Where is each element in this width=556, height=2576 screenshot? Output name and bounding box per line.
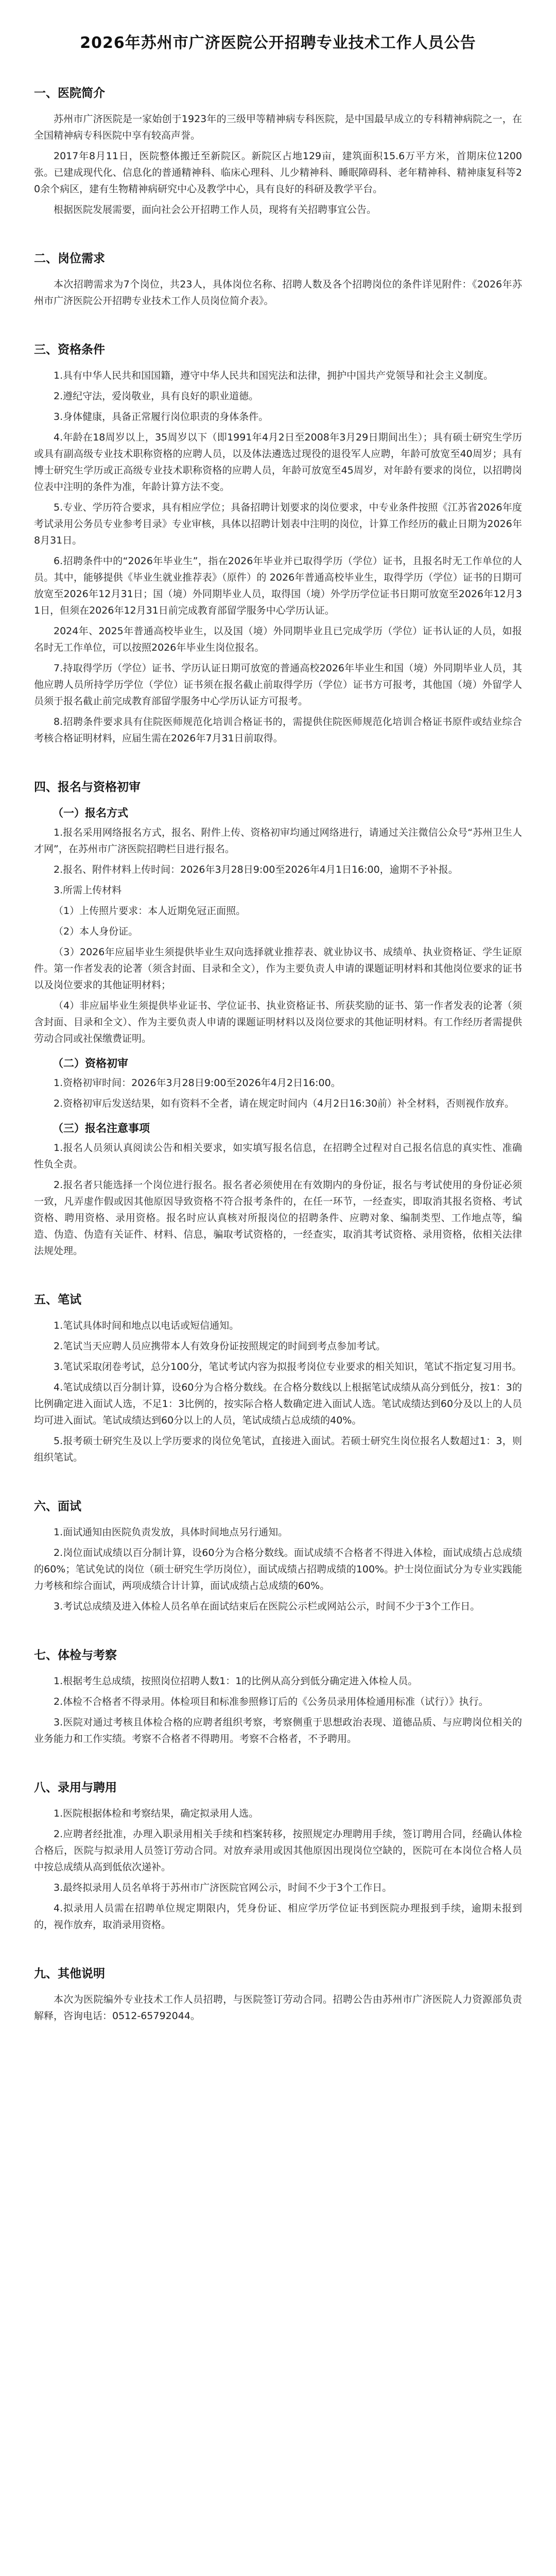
paragraph: 1.报名采用网络报名方式，报名、附件上传、资格初审均通过网络进行，请通过关注微信公众号“苏州卫生人才网”，在苏州市广济医院招聘栏目进行报名。 <box>34 827 522 855</box>
section-heading: 六、面试 <box>34 1500 81 1513</box>
paragraph: 1.报名人员须认真阅读公告和相关要求，如实填写报名信息，在招聘全过程对自己报名信息的真实性、准确性负全责。 <box>34 1142 522 1170</box>
subsection-heading: （三）报名注意事项 <box>53 1122 150 1134</box>
paragraph: （4）非应届毕业生须提供毕业证书、学位证书、执业资格证书、所获奖励的证书、第一作者发表的论著（须含封面、目录和全文）、作为主要负责人申请的课题证明材料以及岗位要求的其他证明材料。有工作经历者需提供劳动合同或社保缴费证明。 <box>34 1000 522 1044</box>
section-heading: 一、医院简介 <box>34 87 105 100</box>
paragraph: 1.具有中华人民共和国国籍，遵守中华人民共和国宪法和法律，拥护中国共产党领导和社会主义制度。 <box>54 370 494 381</box>
paragraph: 5.报考硕士研究生及以上学历要求的岗位免笔试，直接进入面试。若硕士研究生岗位报名人数超过1：3，则组织笔试。 <box>34 1435 522 1463</box>
paragraph: 3.医院对通过考核且体检合格的应聘者组织考察，考察侧重于思想政治表现、道德品质、与应聘岗位相关的业务能力和工作实绩。考察不合格者不得聘用。考察不合格者，不予聘用。 <box>34 1717 522 1744</box>
section-heading: 五、笔试 <box>34 1293 81 1307</box>
paragraph: 2.岗位面试成绩以百分制计算，设60分为合格分数线。面试成绩不合格者不得进入体检，面试成绩占总成绩的60%；笔试免试的岗位（硕士研究生学历岗位），面试成绩占招聘成绩的100%。护士岗位面试分为专业实践能力考核和综合面试，两项成绩合计计算，面试成绩占总成绩的60%。 <box>34 1547 522 1591</box>
paragraph: 3.身体健康，具备正常履行岗位职责的身体条件。 <box>54 411 269 422</box>
paragraph: 根据医院发展需要，面向社会公开招聘工作人员，现将有关招聘事宜公告。 <box>54 204 377 215</box>
section-written-exam <box>34 1290 522 1466</box>
section-qualifications <box>34 340 522 747</box>
paragraph: （1）上传照片要求：本人近期免冠正面照。 <box>54 905 246 917</box>
paragraph: 3.考试总成绩及进入体检人员名单在面试结束后在医院公示栏或网站公示，时间不少于3个工作日。 <box>54 1601 480 1612</box>
paragraph: 2.遵纪守法，爱岗敬业，具有良好的职业道德。 <box>54 391 259 402</box>
section-heading: 四、报名与资格初审 <box>34 781 141 794</box>
section-heading: 九、其他说明 <box>34 1967 105 1980</box>
paragraph: 2.应聘者经批准，办理入职录用相关手续和档案转移，按照规定办理聘用手续，签订聘用合同，经确认体检合格后，医院与拟录用人员签订劳动合同。对放弃录用或因其他原因出现岗位空缺的，医院可在本岗位合格人员中按总成绩从高到低依次递补。 <box>34 1828 522 1873</box>
paragraph: 2024年、2025年普通高校毕业生，以及国（境）外同期毕业且已完成学历（学位）证书认证的人员，如报名时无工作单位，可以按照2026年毕业生岗位报名。 <box>34 625 522 653</box>
subsection-heading: （二）资格初审 <box>53 1057 128 1070</box>
paragraph: 7.持取得学历（学位）证书、学历认证日期可放宽的普通高校2026年毕业生和国（境）外同期毕业人员，其他应聘人员所持学历学位（学位）证书须在报名截止前取得学历（学位）证书方可报考，其他国（境）外留学人员须于报名截止前完成教育部留学服务中心学历认证方可报考。 <box>34 663 522 707</box>
paragraph: 1.面试通知由医院负责发放，具体时间地点另行通知。 <box>54 1527 288 1538</box>
section-heading: 二、岗位需求 <box>34 252 105 265</box>
section-positions <box>34 249 522 309</box>
paragraph: 6.招聘条件中的“2026年毕业生”，指在2026年毕业并已取得学历（学位）证书，且报名时无工作单位的人员。其中，能够提供《毕业生就业推荐表》（原件）的 2026年普通高校毕业生，取得学历（学位）证书的日期可放宽至2026年12月31日；国（境）外同期毕业人员，取得国（境）外学历学位证书日期可放宽至2026年12月31日，但须在2026年12月31日前完成教育部留学服务中心学历认证。 <box>34 555 522 616</box>
paragraph: 3.所需上传材料 <box>54 885 122 896</box>
page-title: 2026年苏州市广济医院公开招聘专业技术工作人员公告 <box>80 34 476 52</box>
paragraph: 2017年8月11日，医院整体搬迁至新院区。新院区占地129亩，建筑面积15.6万平方米，首期床位1200张。已建成现代化、信息化的普通精神科、临床心理科、儿少精神科、睡眠障碍科、老年精神科、精神康复科等20余个病区，建有生物精神病研究中心及教学中心，具有良好的科研及教学平台。 <box>34 150 522 195</box>
contact-paragraph: 本次为医院编外专业技术工作人员招聘，与医院签订劳动合同。招聘公告由苏州市广济医院人力资源部负责解释，咨询电话：0512-65792044。 <box>34 1994 522 2022</box>
paragraph: 3.最终拟录用人员名单将于苏州市广济医院官网公示，时间不少于3个工作日。 <box>54 1882 392 1893</box>
paragraph: 本次招聘需求为7个岗位，共23人，具体岗位名称、招聘人数及各个招聘岗位的条件详见附件：《2026年苏州市广济医院公开招聘专业技术工作人员岗位简介表》。 <box>34 279 522 307</box>
paragraph: 3.笔试采取闭卷考试，总分100分，笔试考试内容为拟报考岗位专业要求的相关知识，笔试不指定复习用书。 <box>54 1361 522 1372</box>
section-heading: 七、体检与考察 <box>34 1649 117 1662</box>
paragraph: 2.报名、附件材料上传时间：2026年3月28日9:00至2026年4月1日16:00，逾期不予补报。 <box>54 864 458 875</box>
section-hiring <box>34 1778 522 1933</box>
subsection-heading: （一）报名方式 <box>53 807 128 819</box>
paragraph: 2.体检不合格者不得录用。体检项目和标准参照修订后的《公务员录用体检通用标准（试行）》执行。 <box>54 1696 489 1707</box>
paragraph: 苏州市广济医院是一家始创于1923年的三级甲等精神病专科医院，是中国最早成立的专科精神病院之一，在全国精神病专科医院中享有较高声誉。 <box>34 113 522 141</box>
paragraph: 1.资格初审时间：2026年3月28日9:00至2026年4月2日16:00。 <box>54 1077 341 1089</box>
paragraph: 5.专业、学历符合要求，具有相应学位；具备招聘计划要求的岗位要求，中专业条件按照《江苏省2026年度考试录用公务员专业参考目录》专业审核，具体以招聘计划表中注明的岗位，计算工作经历的截止日期为2026年8月31日。 <box>34 502 522 546</box>
section-interview <box>34 1497 522 1615</box>
paragraph: 8.招聘条件要求具有住院医师规范化培训合格证书的，需提供住院医师规范化培训合格证书原件或结业综合考核合格证明材料，应届生需在2026年7月31日前取得。 <box>34 716 522 744</box>
paragraph: 1.笔试具体时间和地点以电话或短信通知。 <box>54 1320 239 1331</box>
paragraph: 2.资格初审后发送结果，如有资料不全者，请在规定时间内（4月2日16:30前）补全材料，否则视作放弃。 <box>54 1098 515 1109</box>
paragraph: 2.报名者只能选择一个岗位进行报名。报名者必须使用在有效期内的身份证，报名与考试使用的身份证必须一致，凡弄虚作假或因其他原因导致资格不符合报考条件的，在任一环节，一经查实，即取消其报名资格、考试资格、聘用资格、录用资格。报名时应认真核对所报岗位的招聘条件、应聘对象、编制类型、工作地点等，编造、伪造、伪造有关证件、材料、信息，骗取考试资格的，一经查实，取消其考试资格、录用资格，依相关法律法规处理。 <box>34 1179 522 1257</box>
paragraph: （2）本人身份证。 <box>54 926 138 937</box>
paragraph: 1.医院根据体检和考察结果，确定拟录用人选。 <box>54 1808 259 1819</box>
paragraph: 2.笔试当天应聘人员应携带本人有效身份证按照规定的时间到考点参加考试。 <box>54 1341 386 1352</box>
section-other-notes <box>34 1964 522 2024</box>
paragraph: 4.拟录用人员需在招聘单位规定期限内，凭身份证、相应学历学位证书到医院办理报到手续，逾期未报到的，视作放弃，取消录用资格。 <box>34 1903 522 1930</box>
section-physical-exam <box>34 1646 522 1747</box>
section-heading: 八、录用与聘用 <box>34 1781 117 1794</box>
paragraph: 4.笔试成绩以百分制计算，设60分为合格分数线。在合格分数线以上根据笔试成绩从高分到低分，按1：3的比例确定进入面试人选，不足1：3比例的，按实际合格人数确定进入面试人选。笔试成绩达到60分及以上的人员均可进入面试。笔试成绩达到60分以上的人员，笔试成绩占总成绩的40%。 <box>34 1382 522 1426</box>
section-hospital-intro <box>34 83 522 218</box>
paragraph: 4.年龄在18周岁以上，35周岁以下（即1991年4月2日至2008年3月29日期间出生）；具有硕士研究生学历或具有副高级专业技术职称资格的应聘人员，以及体法遴选过现役的退役军人应聘，年龄可放宽至40周岁；具有博士研究生学历或正高级专业技术职称资格的应聘人员，年龄可放宽至45周岁，对年龄有要求的岗位，以招聘岗位表中注明的条件为准，年龄计算方法不变。 <box>34 432 522 493</box>
paragraph: （3）2026年应届毕业生须提供毕业生双向选择就业推荐表、就业协议书、成绩单、执业资格证、学生证原件。第一作者发表的论著（须含封面、目录和全文），作为主要负责人申请的课题证明材料和其他岗位要求的证书以及岗位要求的其他证明材料； <box>34 946 522 991</box>
paragraph: 1.根据考生总成绩，按照岗位招聘人数1：1的比例从高分到低分确定进入体检人员。 <box>54 1675 418 1687</box>
section-heading: 三、资格条件 <box>34 343 105 357</box>
section-registration <box>34 777 522 1259</box>
